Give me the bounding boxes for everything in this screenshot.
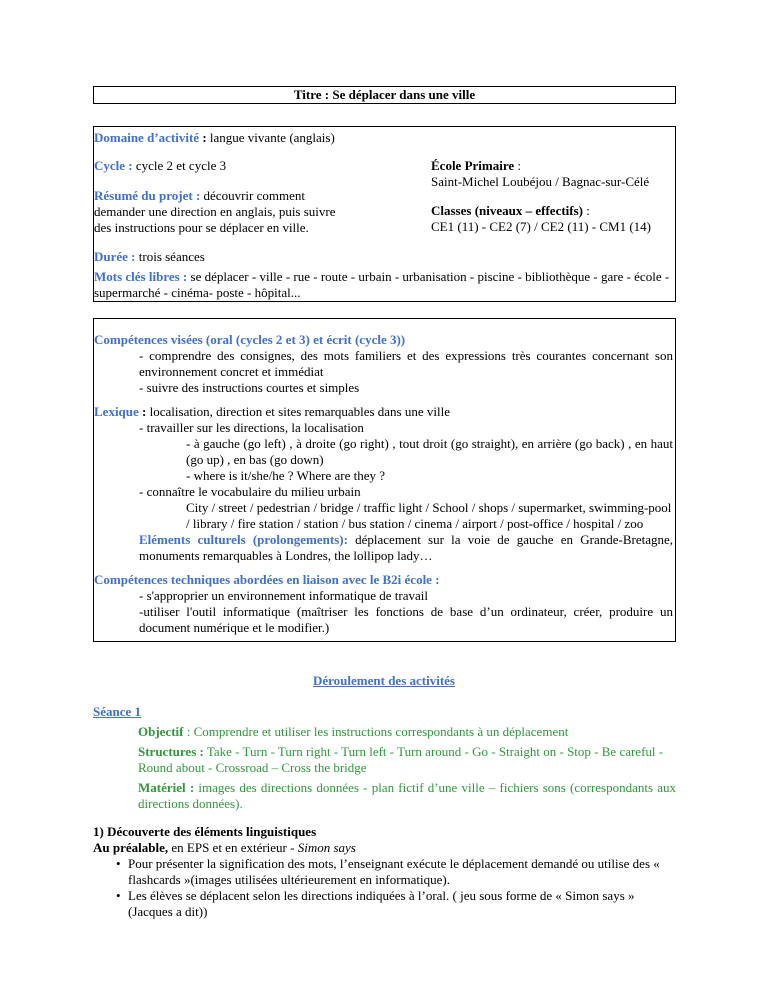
classes-line (431, 203, 651, 235)
lexique-sub-2: - where is it/she/he ? Where are they ? (186, 468, 385, 483)
structures-label: Structures : (138, 744, 204, 759)
mots-value: se déplacer - ville - rue - route - urbain - urbanisation - piscine - bibliothèque - gare - école - supermarché - cinéma- poste - hôpital... (94, 269, 670, 300)
domaine-label: Domaine d’activité (94, 130, 200, 145)
objectif-line (138, 724, 568, 740)
info-box (93, 126, 676, 302)
lexique-line (94, 404, 450, 420)
list-item: • Pour présenter la signification des mots, l’enseignant exécute le déplacement demandé ou utilise des « flashcards »(images utilisées ultérieurement en informatique). (114, 856, 676, 888)
duree-line (94, 249, 205, 265)
resume-value: découvrir comment demander une direction en anglais, puis suivre des instructions pour se déplacer en ville. (94, 188, 336, 235)
b2i-title: Compétences techniques abordées en liaison avec le B2i école : (94, 572, 440, 587)
lexique-sub-3: City / street / pedestrian / bridge / traffic light / School / shops / supermarket, swimming-pool / library / fire station / station / bus station / cinema / airport / post-office / hospital / zoo (186, 500, 672, 531)
ecole-line (431, 158, 649, 190)
prealable-label: Au préalable, (93, 840, 169, 855)
duree-value: trois séances (135, 249, 205, 264)
title-box (93, 86, 676, 104)
culturels-value: déplacement sur la voie de gauche en Grande-Bretagne, monuments remarquables à Londres, the lollipop lady… (139, 532, 674, 563)
classes-value: CE1 (11) - CE2 (7) / CE2 (11) - CM1 (14) (431, 219, 652, 234)
domaine-sep: : (199, 130, 210, 145)
domaine-line (94, 130, 335, 146)
objectif-value: : Comprendre et utiliser les instructions correspondants à un déplacement (183, 724, 569, 739)
competences-item-1: - comprendre des consignes, des mots familiers et des expressions très courantes concernant son environnement concret et immédiat (139, 348, 673, 379)
b2i-item-2: -utiliser l'outil informatique (maîtriser les fonctions de base d’un ordinateur, créer, produire un document numérique et le modifier.) (139, 604, 673, 635)
culturels-line (139, 532, 673, 564)
mots-line (94, 269, 675, 301)
structures-line (138, 744, 676, 776)
competences-box (93, 318, 676, 642)
resume-label: Résumé du projet : (94, 188, 201, 203)
ecole-sep: : (514, 158, 522, 173)
materiel-label: Matériel : (138, 780, 195, 795)
ecole-label: École Primaire (431, 158, 515, 173)
simon-says-italic: Simon says (297, 840, 356, 855)
lexique-sub-1: - à gauche (go left) , à droite (go right) , tout droit (go straight), en arrière (go back) , en haut (go up) , en bas (go down) (186, 436, 673, 467)
ecole-value: Saint-Michel Loubéjou / Bagnac-sur-Célé (431, 174, 650, 189)
cycle-line (94, 158, 226, 174)
section-title: 1) Découverte des éléments linguistiques (93, 824, 317, 839)
cycle-value: cycle 2 et cycle 3 (132, 158, 227, 173)
document-title: Titre : Se déplacer dans une ville (293, 87, 476, 102)
prealable-line (93, 840, 356, 856)
seance-heading: Séance 1 (93, 704, 142, 719)
prealable-value: en EPS et en extérieur - (168, 840, 298, 855)
lexique-item-1: - travailler sur les directions, la localisation (139, 420, 364, 435)
cycle-label: Cycle : (94, 158, 133, 173)
lexique-sep: : (138, 404, 150, 419)
mots-label: Mots clés libres : (94, 269, 188, 284)
lexique-value: localisation, direction et sites remarquables dans une ville (149, 404, 450, 419)
materiel-value: images des directions données - plan fictif d’une ville – fichiers sons (correspondants aux directions données). (138, 780, 677, 811)
classes-label: Classes (niveaux – effectifs) (431, 203, 583, 218)
deroulement-heading: Déroulement des activités (312, 673, 455, 688)
materiel-line (138, 780, 676, 812)
b2i-item-1: - s'approprier un environnement informatique de travail (139, 588, 428, 603)
resume-line (94, 188, 352, 236)
lexique-item-2: - connaître le vocabulaire du milieu urbain (139, 484, 361, 499)
lexique-label: Lexique (94, 404, 139, 419)
structures-value: Take - Turn - Turn right - Turn left - Turn around - Go - Straight on - Stop - Be careful - Round about - Crossroad – Cross the bridge (138, 744, 664, 775)
activity-bullet-list (114, 856, 676, 920)
duree-label: Durée : (94, 249, 136, 264)
domaine-value: langue vivante (anglais) (209, 130, 335, 145)
competences-title: Compétences visées (oral (cycles 2 et 3) et écrit (cycle 3)) (94, 332, 406, 347)
culturels-label: Eléments culturels (prolongements): (139, 532, 348, 547)
competences-item-2: - suivre des instructions courtes et simples (139, 380, 360, 395)
classes-sep: : (583, 203, 590, 218)
list-item: • Les élèves se déplacent selon les directions indiquées à l’oral. ( jeu sous forme de « Simon says » (Jacques a dit)) (114, 888, 676, 920)
objectif-label: Objectif (138, 724, 184, 739)
